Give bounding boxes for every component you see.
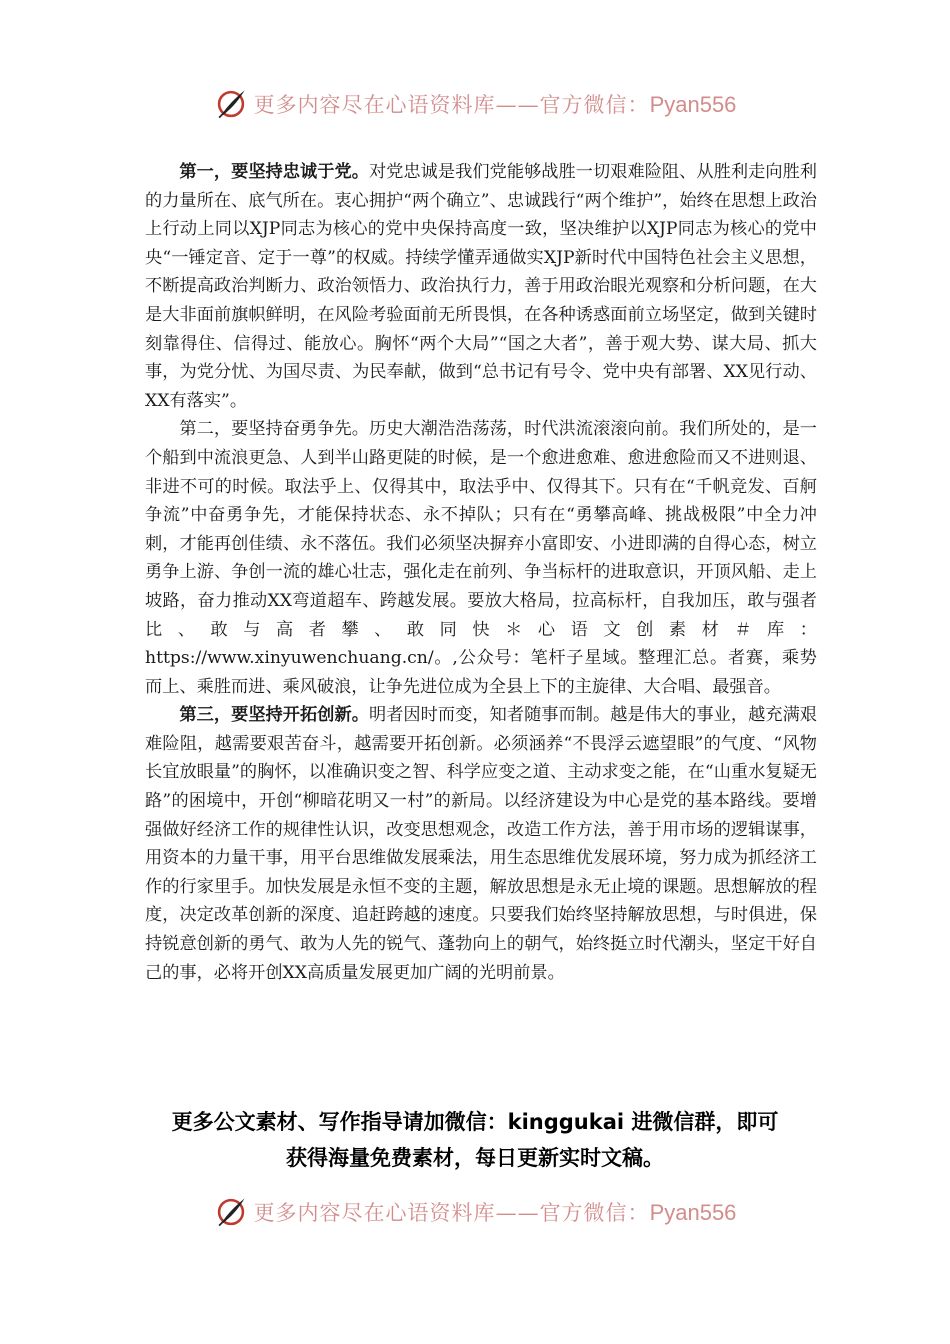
banner-dash: —— — [495, 1201, 540, 1225]
promo-notice — [120, 1104, 830, 1176]
quill-pen-logo-icon — [214, 87, 248, 121]
paragraph-strive — [145, 415, 817, 701]
banner-site-name: 更多内容尽在心语资料库 — [253, 1201, 496, 1225]
paragraph-innovate — [145, 701, 817, 987]
paragraph-lead: 第一，要坚持忠诚于党。 — [179, 162, 369, 182]
paragraph-text: 明者因时而变，知者随事而制。越是伟大的事业，越充满艰难险阻，越需要艰苦奋斗，越需要开拓创新。必须涵养“不畏浮云遮望眼”的气度、“风物长宜放眼量”的胸怀，以准确识变之智、科学应变之道、主动求变之能，在“山重水复疑无路”的困境中，开创“柳暗花明又一村”的新局。以经济建设为中心是党的基本路线。要增强做好经济工作的规律性认识，改变思想观念，改造工作方法，善于用市场的逻辑谋事，用资本的力量干事，用平台思维做发展乘法，用生态思维优发展环境，努力成为抓经济工作的行家里手。加快发展是永恒不变的主题，解放思想是永无止境的课题。思想解放的程度，决定改革创新的深度、追赶跨越的速度。只要我们始终坚持解放思想，与时俱进，保持锐意创新的勇气、敢为人先的锐气、蓬勃向上的朝气，始终挺立时代潮头，坚定干好自己的事，必将开创XX高质量发展更加广阔的光明前景。 — [145, 705, 817, 983]
banner-official-label: 官方微信： — [539, 93, 650, 117]
banner-wechat-id: Pyan556 — [649, 1200, 737, 1225]
paragraph-loyalty — [145, 158, 817, 415]
paragraph-text: 第二，要坚持奋勇争先。历史大潮浩浩荡荡，时代洪流滚滚向前。我们所处的，是一个船到中流浪更急、人到半山路更陡的时候，是一个愈进愈难、愈进愈险而又不进则退、非进不可的时候。取法乎上、仅得其中，取法乎中、仅得其下。只有在“千帆竞发、百舸争流”中奋勇争先，才能保持状态、永不掉队；只有在“勇攀高峰、挑战极限”中全力冲刺，才能再创佳绩、永不落伍。我们必须坚决摒弃小富即安、小进即满的自得心态，树立勇争上游、争创一流的雄心壮志，强化走在前列、争当标杆的进取意识，开顶风船、走上坡路，奋力推动XX弯道超车、跨越发展。要放大格局，拉高标杆，自我加压，敢与强者比、敢与高者攀、敢同快＊心语文创素材＃库：https://www.xinyuwenchuang.cn/。,公众号：笔杆子星域。整理汇总。者赛，乘势而上、乘胜而进、乘风破浪，让争先进位成为全县上下的主旋律、大合唱、最强音。 — [145, 419, 817, 697]
paragraph-text: 对党忠诚是我们党能够战胜一切艰难险阻、从胜利走向胜利的力量所在、底气所在。衷心拥护“两个确立”、忠诚践行“两个维护”，始终在思想上政治上行动上同以XJP同志为核心的党中央保持高度一致，坚决维护以XJP同志为核心的党中央“一锤定音、定于一尊”的权威。持续学懂弄通做实XJP新时代中国特色社会主义思想，不断提高政治判断力、政治领悟力、政治执行力，善于用政治眼光观察和分析问题，在大是大非面前旗帜鲜明，在风险考验面前无所畏惧，在各种诱惑面前立场坚定，做到关键时刻靠得住、信得过、能放心。胸怀“两个大局”“国之大者”，善于观大势、谋大局、抓大事，为党分忧、为国尽责、为民奉献，做到“总书记有号令、党中央有部署、XX见行动、XX有落实”。 — [145, 162, 817, 411]
quill-pen-logo-icon — [214, 1195, 248, 1229]
footer-banner — [0, 1190, 950, 1234]
document-body — [145, 158, 817, 987]
promo-notice-line: 获得海量免费素材，每日更新实时文稿。 — [286, 1146, 664, 1170]
promo-notice-line: 更多公文素材、写作指导请加微信：kinggukai 进微信群，即可 — [171, 1110, 779, 1134]
banner-wechat-id: Pyan556 — [649, 92, 737, 117]
header-banner — [0, 82, 950, 126]
banner-text — [254, 1197, 737, 1227]
banner-text — [254, 89, 737, 119]
paragraph-lead: 第三，要坚持开拓创新。 — [179, 705, 369, 726]
banner-dash: —— — [495, 93, 540, 117]
banner-site-name: 更多内容尽在心语资料库 — [253, 93, 496, 117]
banner-official-label: 官方微信： — [539, 1201, 650, 1225]
